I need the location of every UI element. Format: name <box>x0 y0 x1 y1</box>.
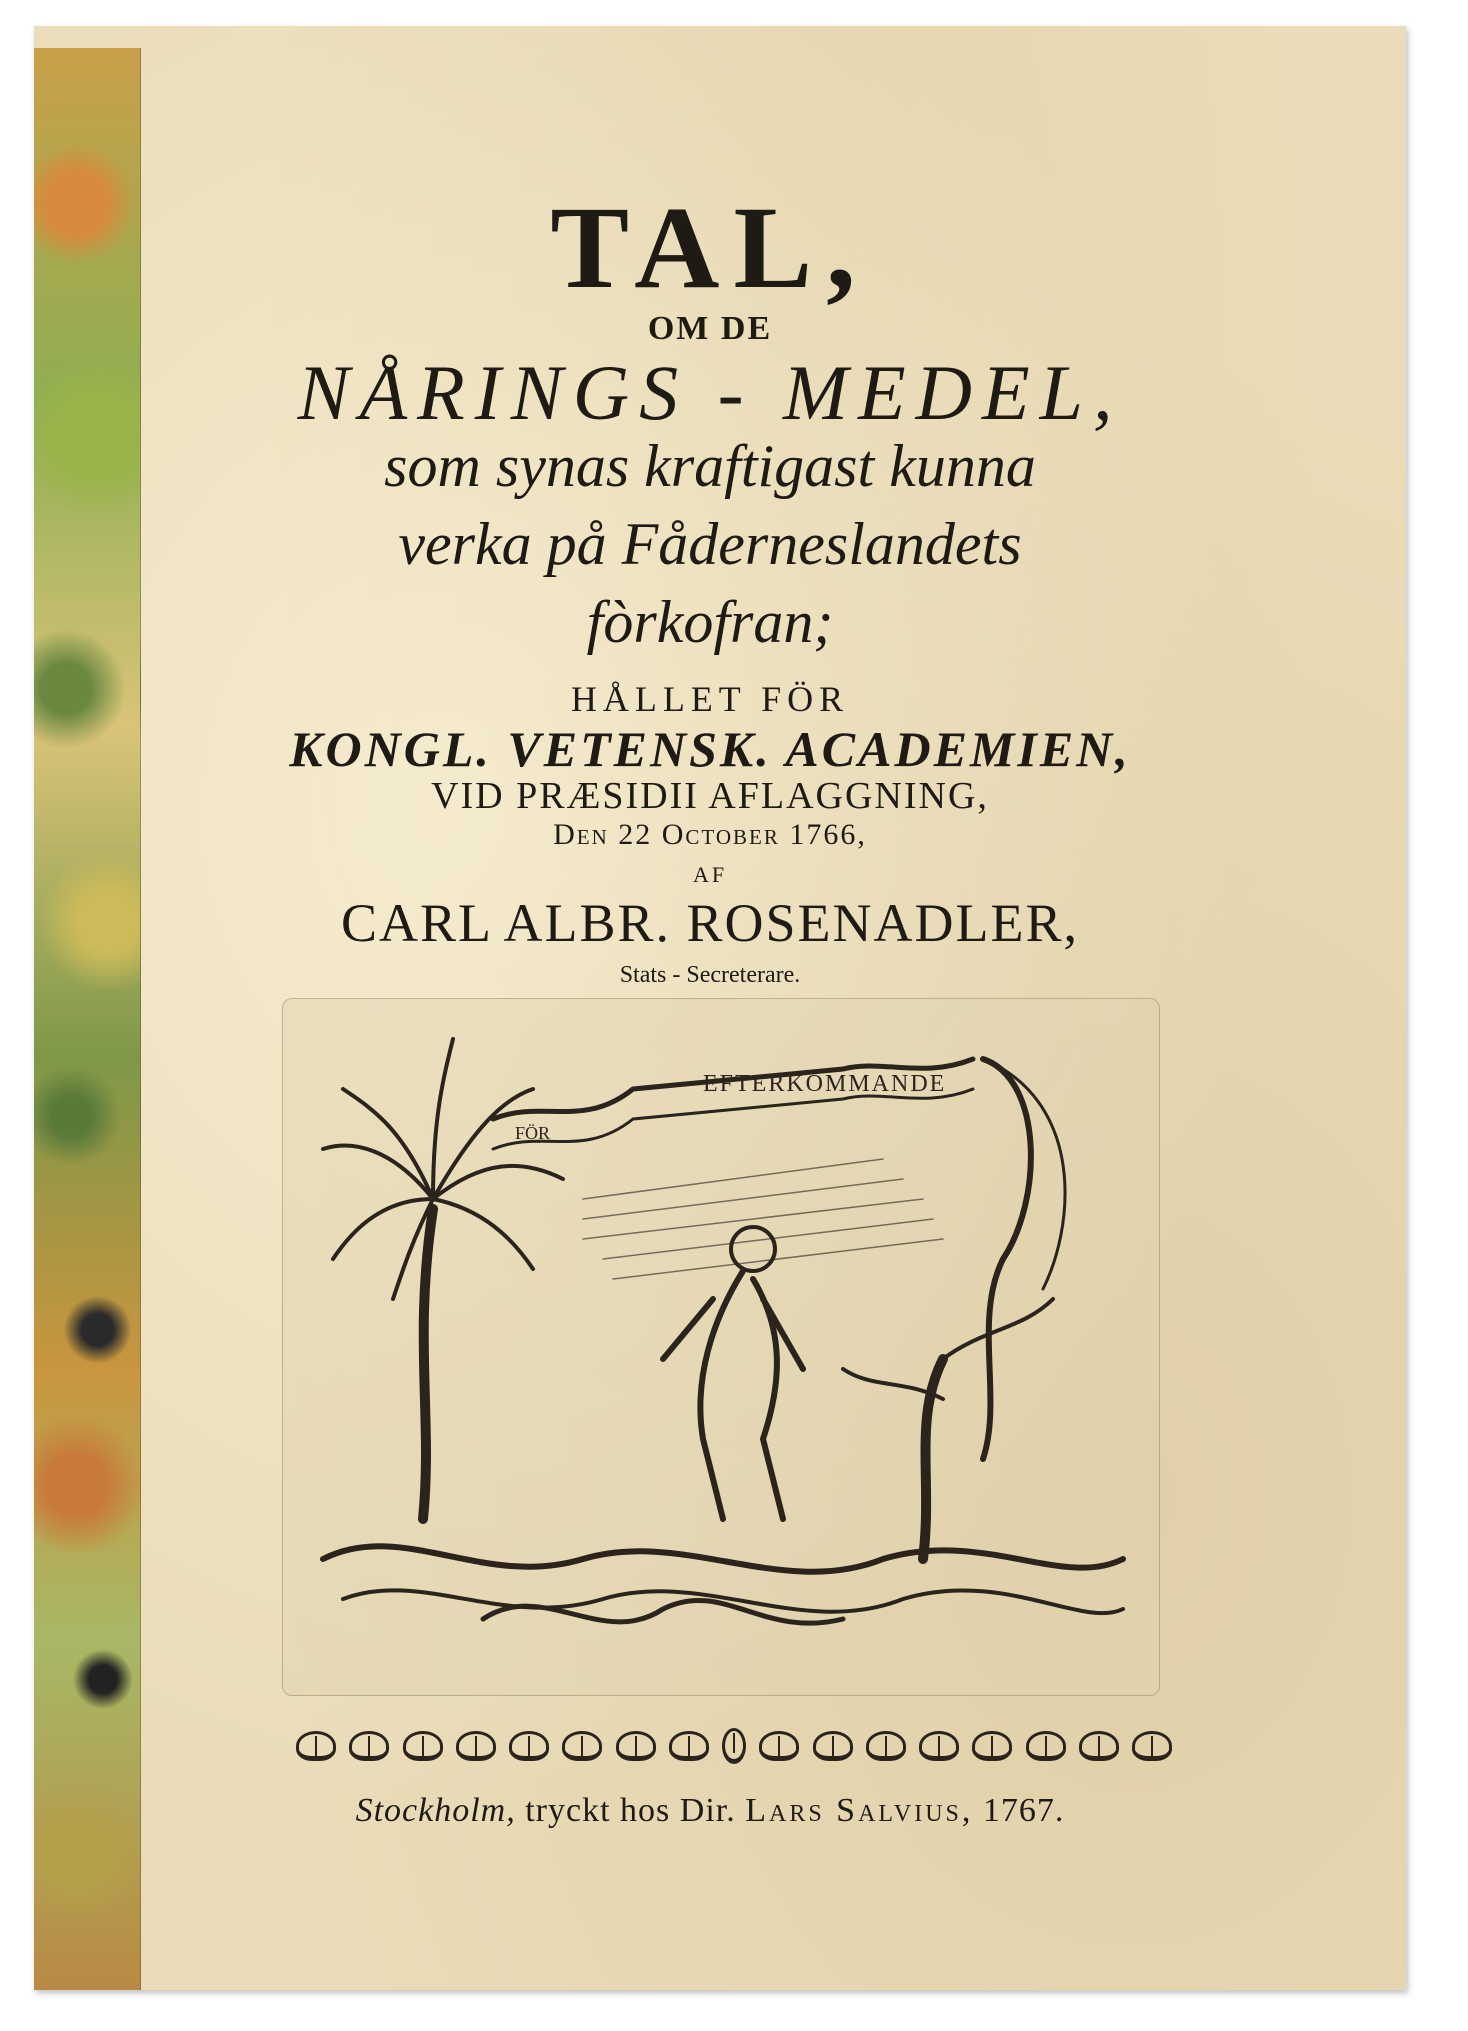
author-position: Stats - Secreterare. <box>619 962 801 988</box>
author-name: CARL ALBR. ROSENADLER, <box>340 893 1080 953</box>
banner-text-left: FÖR <box>515 1123 551 1143</box>
line-hallet-for: HÅLLET FÖR <box>570 679 850 719</box>
subtitle-narings-medel: NÅRINGS - MEDEL, <box>297 349 1123 436</box>
ground-foliage <box>323 1546 1123 1571</box>
palmette-ornament <box>919 1731 959 1761</box>
palmette-ornament <box>866 1731 906 1761</box>
palm-trunk <box>423 1209 433 1519</box>
figure-body <box>663 1271 803 1519</box>
palmette-ornament <box>562 1731 602 1761</box>
palmette-ornament <box>813 1731 853 1761</box>
palm-fronds <box>323 1039 563 1299</box>
line-date: Den 22 October 1766, <box>553 818 867 851</box>
tree-stump <box>923 1359 943 1559</box>
imprint-printer: Lars Salvius, <box>745 1792 974 1829</box>
imprint-line <box>200 1792 1220 1830</box>
palmette-ornament <box>1079 1731 1119 1761</box>
vignette-engraving <box>283 999 1159 1695</box>
ornament-border <box>296 1724 1172 1768</box>
palmette-ornament <box>1132 1731 1172 1761</box>
palmette-ornament <box>456 1731 496 1761</box>
page-title: TAL, <box>550 182 870 313</box>
palmette-ornament <box>972 1731 1012 1761</box>
center-ornament <box>722 1728 746 1764</box>
line-af: AF <box>692 862 728 887</box>
palmette-ornament <box>669 1731 709 1761</box>
palmette-ornament <box>759 1731 799 1761</box>
rococo-frame <box>983 1059 1031 1459</box>
subtitle-om-de: OM DE <box>647 310 773 347</box>
palmette-ornament <box>616 1731 656 1761</box>
line-occasion: VID PRÆSIDII AFLAGGNING, <box>431 775 989 817</box>
line-academy: KONGL. VETENSK. ACADEMIEN, <box>289 721 1131 777</box>
palmette-ornament <box>1026 1731 1066 1761</box>
subtitle-line-som: som synas kraftigast kunna <box>384 433 1036 499</box>
palmette-ornament <box>296 1731 336 1761</box>
imprint-year: 1767. <box>982 1792 1065 1829</box>
subtitle-line-forkofran: fòrkofran; <box>586 589 834 655</box>
subtitle-line-verka: verka på Fåderneslandets <box>398 511 1022 577</box>
palmette-ornament <box>349 1731 389 1761</box>
imprint-text: tryckt hos Dir. <box>525 1792 736 1829</box>
marbled-spine <box>34 48 141 1990</box>
banner-text: EFTERKOMMANDE <box>703 1071 947 1097</box>
palmette-ornament <box>509 1731 549 1761</box>
engraved-vignette <box>282 998 1160 1696</box>
sky-hatching <box>583 1159 943 1279</box>
imprint-place: Stockholm, <box>355 1792 516 1829</box>
palmette-ornament <box>403 1731 443 1761</box>
